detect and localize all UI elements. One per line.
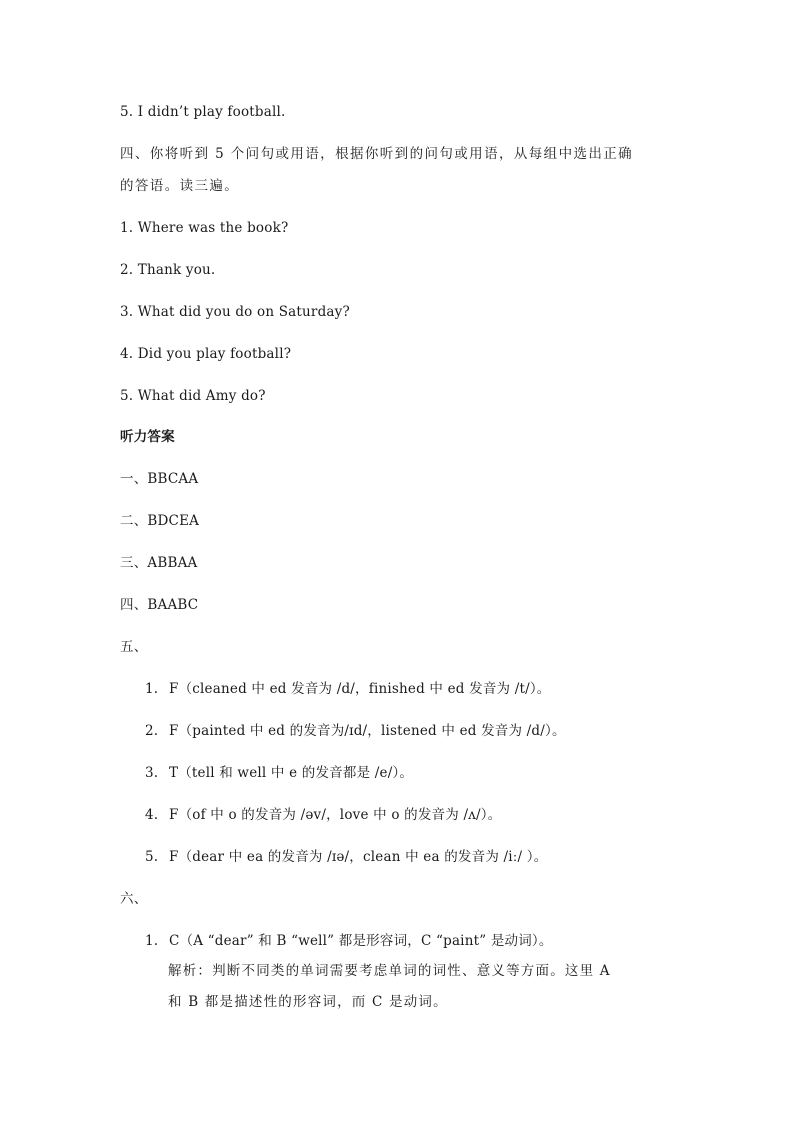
- section4-item: 2. Thank you.: [120, 262, 216, 278]
- answer-part-6-label: 六、: [120, 891, 148, 907]
- answer-part-2: 二、BDCEA: [120, 513, 200, 529]
- answer-part-5-label: 五、: [120, 639, 148, 655]
- list-number: 3.: [145, 765, 159, 781]
- answers-title: 听力答案: [120, 429, 175, 445]
- list-number: 5.: [145, 849, 159, 865]
- script-q3-item-5: 5. I didn’t play football.: [120, 104, 286, 120]
- part5-list-item: [145, 680, 551, 698]
- section4-instruction-line2: 的答语。读三遍。: [120, 178, 240, 194]
- list-number: 4.: [145, 807, 159, 823]
- section4-item: 5. What did Amy do?: [120, 388, 266, 404]
- section4-item: 3. What did you do on Saturday?: [120, 304, 350, 320]
- list-text: F（of 中 o 的发音为 /əv/，love 中 o 的发音为 /ʌ/）。: [169, 807, 502, 823]
- list-text: F（cleaned 中 ed 发音为 /d/，finished 中 ed 发音为 /t/）。: [169, 681, 551, 697]
- part6-list-item: [145, 932, 553, 950]
- part5-list-item: [145, 806, 501, 824]
- list-text: F（dear 中 ea 的发音为 /ɪə/，clean 中 ea 的发音为 /iː/ ）。: [169, 849, 548, 865]
- part5-list-item: [145, 848, 547, 866]
- list-text: F（painted 中 ed 的发音为/ɪd/，listened 中 ed 发音为 /d/）。: [169, 723, 566, 739]
- answer-part-1: 一、BBCAA: [120, 471, 199, 487]
- list-text: T（tell 和 well 中 e 的发音都是 /e/）。: [169, 765, 414, 781]
- analysis-line-1: 解析：判断不同类的单词需要考虑单词的词性、意义等方面。这里 A: [168, 963, 611, 979]
- answer-part-4: 四、BAABC: [120, 597, 199, 613]
- part5-list-item: [145, 764, 413, 782]
- list-number: 1.: [145, 681, 159, 697]
- analysis-line-2: 和 B 都是描述性的形容词，而 C 是动词。: [168, 994, 448, 1010]
- section4-item: 4. Did you play football?: [120, 346, 292, 362]
- answer-part-3: 三、ABBAA: [120, 555, 198, 571]
- part5-list-item: [145, 722, 566, 740]
- list-text: C（A “dear” 和 B “well” 都是形容词，C “paint” 是动词）。: [169, 933, 553, 949]
- section4-item: 1. Where was the book?: [120, 220, 289, 236]
- list-number: 1.: [145, 933, 159, 949]
- section4-instruction-line1: 四、你将听到 5 个问句或用语，根据你听到的问句或用语，从每组中选出正确: [120, 146, 634, 162]
- list-number: 2.: [145, 723, 159, 739]
